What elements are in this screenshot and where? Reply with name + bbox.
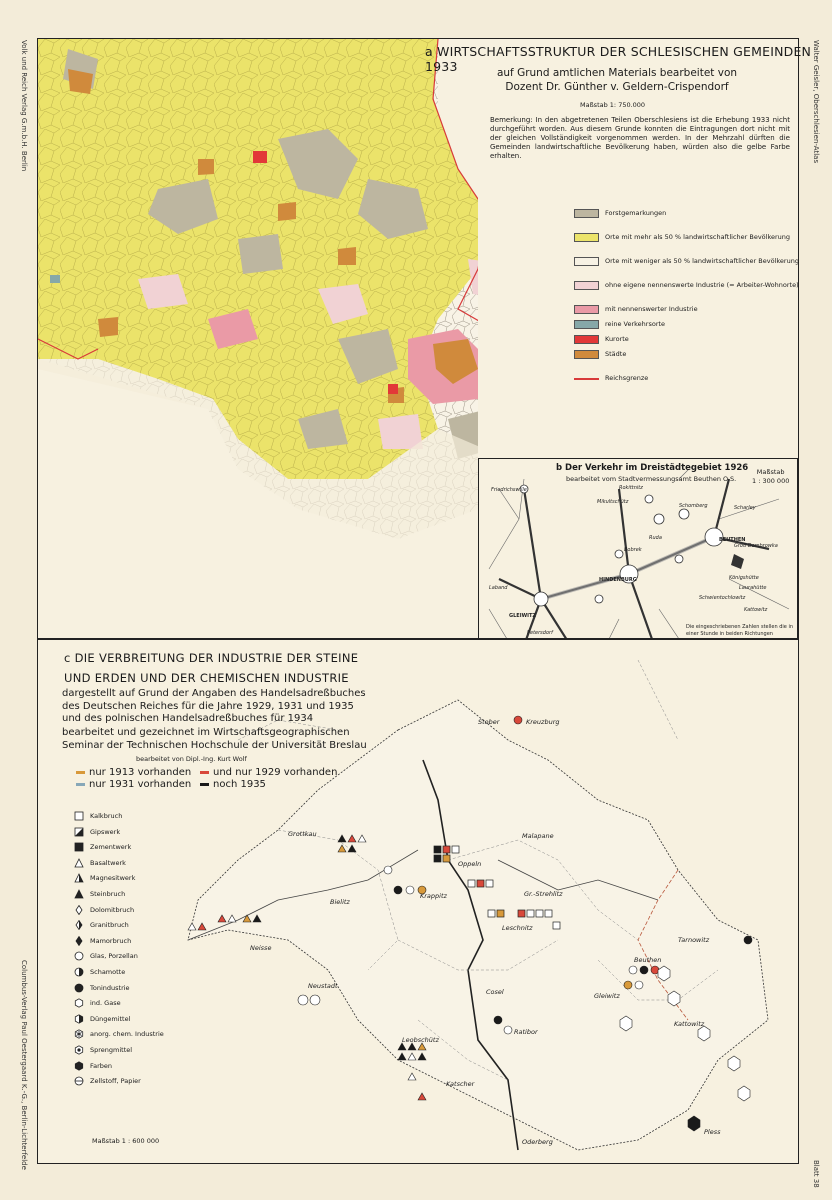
diamond-half-icon [74, 920, 84, 930]
year-swatch-1913 [76, 771, 85, 774]
year-label-1935: noch 1935 [213, 779, 266, 790]
industry-legend-label: Düngemittel [90, 1014, 131, 1023]
industry-legend-label: Dolomitbruch [90, 905, 135, 914]
sheet-number: Blatt 38 [812, 1160, 820, 1188]
circle-half-icon [74, 967, 84, 977]
legend-label: ohne eigene nennenswerte Industrie (= Arbeiter-Wohnorte) [605, 281, 799, 289]
svg-text:Krappitz: Krappitz [420, 892, 447, 900]
map-c-source-line-1: dargestellt auf Grund der Angaben des Handelsadreßbuches [62, 688, 366, 699]
svg-text:Mikultschütz: Mikultschütz [597, 499, 629, 505]
map-a-drawing [38, 39, 478, 539]
square-outline-icon [74, 811, 84, 821]
svg-text:Oppeln: Oppeln [458, 860, 482, 868]
map-c-scale: Maßstab 1 : 600 000 [92, 1137, 160, 1145]
svg-text:Scharley: Scharley [734, 505, 756, 511]
svg-text:Königshütte: Königshütte [729, 575, 759, 581]
diamond-filled-icon [74, 936, 84, 946]
square-half-icon [74, 827, 84, 837]
svg-text:GLEIWITZ: GLEIWITZ [509, 613, 536, 619]
year-swatch-1931 [76, 783, 85, 786]
legend-gap [574, 363, 794, 372]
industry-legend-label: Glas, Porzellan [90, 952, 138, 961]
map-a-legend [574, 207, 799, 387]
legend-label: Kurorte [605, 335, 629, 343]
map-c-title-line-1: c DIE VERBREITUNG DER INDUSTRIE DER STEINE [64, 651, 359, 665]
industry-legend-label: Mamorbruch [90, 936, 132, 945]
triangle-half-icon [74, 873, 84, 883]
year-key-1913 [76, 767, 191, 778]
svg-text:Beuthen: Beuthen [634, 956, 662, 964]
legend-gap [574, 222, 794, 231]
legend-gap [574, 270, 794, 279]
legend-label: reine Verkehrsorte [605, 320, 666, 328]
hexagon-filled-icon [74, 1061, 84, 1071]
svg-text:Neustadt: Neustadt [308, 982, 338, 990]
svg-text:Oderberg: Oderberg [522, 1138, 553, 1146]
svg-text:Gleiwitz: Gleiwitz [594, 992, 620, 1000]
industry-legend-label: Farben [90, 1061, 113, 1070]
svg-text:Kattowitz: Kattowitz [674, 1020, 705, 1028]
svg-text:Kattowitz: Kattowitz [744, 607, 768, 613]
industry-legend-label: anorg. chem. Industrie [90, 1030, 164, 1039]
legend-swatch [574, 335, 599, 344]
hexagon-dot-icon [74, 1045, 84, 1055]
map-a-scale: Maßstab 1: 750.000 [580, 101, 646, 109]
map-a-subtitle-line-2: Dozent Dr. Günther v. Geldern-Crispendorf [505, 81, 729, 93]
legend-item [574, 279, 799, 294]
atlas-title-note: Walter Geisler, Oberschlesien-Atlas [812, 40, 820, 164]
svg-text:Ratibor: Ratibor [514, 1028, 538, 1036]
map-c-source [62, 688, 366, 726]
legend-item [574, 303, 794, 318]
svg-text:Leschnitz: Leschnitz [502, 924, 533, 932]
map-a-subtitle-line-1: auf Grund amtlichen Materials bearbeitet von [496, 67, 738, 79]
svg-text:Katscher: Katscher [446, 1080, 475, 1088]
map-c-institution-line-1: bearbeitet und gezeichnet im Wirtschaftsgeographischen [62, 727, 350, 738]
industry-legend-label: Kalkbruch [90, 812, 123, 820]
industry-legend-label: Granitbruch [90, 921, 129, 930]
legend-item [574, 372, 794, 387]
year-swatch-1929 [200, 771, 209, 774]
legend-item [574, 255, 799, 270]
map-c-author: bearbeitet von Dipl.-Ing. Kurt Wolf [136, 755, 247, 763]
legend-item [574, 348, 794, 363]
legend-gap [574, 294, 794, 303]
legend-swatch [574, 233, 599, 242]
square-filled-icon [74, 842, 84, 852]
svg-text:Neisse: Neisse [250, 944, 272, 952]
triangle-filled-icon [74, 889, 84, 899]
year-swatch-1935 [200, 783, 209, 786]
svg-text:Stober: Stober [478, 718, 500, 726]
map-c-institution-line-2: Seminar der Technischen Hochschule der Universität Breslau [62, 739, 367, 751]
legend-label: Orte mit weniger als 50 % landwirtschaftlicher Bevölkerung [605, 257, 799, 265]
svg-text:Bielitz: Bielitz [330, 898, 350, 906]
svg-text:Friedrichswille: Friedrichswille [491, 487, 527, 493]
legend-swatch [574, 281, 599, 290]
publisher-note: Volk und Reich Verlag G.m.b.H. Berlin [20, 40, 28, 172]
legend-label: Orte mit mehr als 50 % landwirtschaftlicher Bevölkerung [605, 233, 791, 241]
svg-text:Grottkau: Grottkau [288, 830, 317, 838]
circle-line-icon [74, 1076, 84, 1086]
year-key-1935 [200, 779, 266, 790]
legend-swatch [574, 378, 599, 380]
year-label-1929: und nur 1929 vorhanden [213, 767, 338, 778]
legend-swatch [574, 257, 599, 266]
printer-note: Columbus-Verlag Paul Oestergaard K.-G., Berlin-Lichterfelde [20, 960, 28, 1170]
svg-text:Leobschütz: Leobschütz [402, 1036, 439, 1044]
svg-text:Petersdorf: Petersdorf [527, 630, 553, 636]
legend-item [574, 231, 794, 246]
legend-swatch [574, 209, 599, 218]
svg-text:Ruda: Ruda [649, 535, 662, 541]
industry-legend-label: Magnesitwerk [90, 874, 136, 883]
triangle-outline-icon [74, 858, 84, 868]
hexagon-half-icon [74, 1014, 84, 1024]
legend-swatch [574, 350, 599, 359]
year-label-1931: nur 1931 vorhanden [89, 779, 192, 790]
map-b-subtitle: bearbeitet vom Stadtvermessungsamt Beuthen O.S. [566, 475, 737, 483]
legend-item [574, 318, 794, 333]
map-c-source-line-3: und des polnischen Handelsadreßbuches für 1934 [62, 713, 314, 724]
map-a-subtitle [472, 66, 762, 94]
legend-label: Städte [605, 350, 627, 358]
industry-legend-label: Zellstoff, Papier [90, 1077, 141, 1086]
legend-item [574, 333, 794, 348]
industry-legend-label: Basaltwerk [90, 858, 126, 867]
legend-label: Forstgemarkungen [605, 209, 667, 217]
svg-text:Groß Dombrowka: Groß Dombrowka [734, 543, 778, 549]
map-b-note: Die eingeschriebenen Zahlen stellen die in einer Stunde in beiden Richtungen [686, 624, 794, 637]
map-b-scale-label: Maßstab [756, 468, 785, 476]
svg-text:Malapane: Malapane [522, 832, 554, 840]
legend-item [574, 207, 794, 222]
industry-legend-label: Schamotte [90, 967, 126, 976]
legend-swatch [574, 305, 599, 314]
svg-text:Laurahütte: Laurahütte [739, 585, 767, 591]
hexagon-outline-icon [74, 998, 84, 1008]
svg-text:Tarnowitz: Tarnowitz [678, 936, 710, 944]
year-key-1931 [76, 779, 191, 790]
map-b-scale [752, 468, 789, 486]
industry-legend-label: Gipswerk [90, 827, 121, 836]
legend-label: Reichsgrenze [605, 374, 649, 382]
map-c-source-line-2: des Deutschen Reiches für die Jahre 1929, 1931 und 1935 [62, 700, 354, 712]
map-c-institution [62, 727, 367, 752]
svg-text:HINDENBURG: HINDENBURG [599, 577, 637, 583]
map-a-title: a WIRTSCHAFTSSTRUKTUR DER SCHLESISCHEN GEMEINDEN 1933 [425, 44, 812, 74]
svg-text:Rokittnitz: Rokittnitz [619, 485, 643, 491]
legend-swatch [574, 320, 599, 329]
industry-legend-label: Zementwerk [90, 843, 132, 852]
map-b-title: b Der Verkehr im Dreistädtegebiet 1926 [556, 463, 749, 473]
svg-text:Cosel: Cosel [486, 988, 504, 996]
year-label-1913: nur 1913 vorhanden [89, 767, 192, 778]
map-a-remark: Bemerkung: In den abgetretenen Teilen Oberschlesiens ist die Erhebung 1933 nicht durchgeführt worden. Aus diesem Grunde konnten die Eintragungen dort nicht mit der gleichen Vollständigkeit vorgenommen werden. In der Mehrzahl dürften die Gemeinden landwirtschaftliche Bevölkerung haben, würden also die gelbe Farbe erhalten. [490, 116, 790, 160]
year-key-1929 [200, 767, 337, 778]
hexagon-star-icon [74, 1029, 84, 1039]
svg-text:Gr.-Strehlitz: Gr.-Strehlitz [524, 890, 563, 898]
map-c-title-line-2: UND ERDEN UND DER CHEMISCHEN INDUSTRIE [64, 671, 349, 685]
svg-text:Laband: Laband [489, 585, 508, 591]
industry-legend-label: Tonindustrie [90, 983, 130, 992]
legend-label: mit nennenswerter Industrie [605, 305, 698, 313]
map-c-title [64, 648, 358, 688]
map-b-scale-value: 1 : 300 000 [752, 477, 790, 485]
industry-legend-label: ind. Gase [90, 999, 121, 1008]
svg-text:BEUTHEN: BEUTHEN [719, 537, 746, 543]
legend-gap [574, 246, 794, 255]
svg-text:Kreuzburg: Kreuzburg [526, 718, 560, 726]
svg-text:Schwientochlowitz: Schwientochlowitz [699, 595, 746, 601]
industry-legend-label: Steinbruch [90, 889, 126, 898]
svg-text:Pless: Pless [704, 1128, 721, 1136]
svg-text:Bobrek: Bobrek [624, 547, 642, 553]
circle-filled-icon [74, 983, 84, 993]
industry-legend-label: Sprengmittel [90, 1045, 133, 1054]
diamond-outline-icon [74, 905, 84, 915]
svg-text:Schomberg: Schomberg [679, 503, 708, 509]
circle-outline-icon [74, 951, 84, 961]
